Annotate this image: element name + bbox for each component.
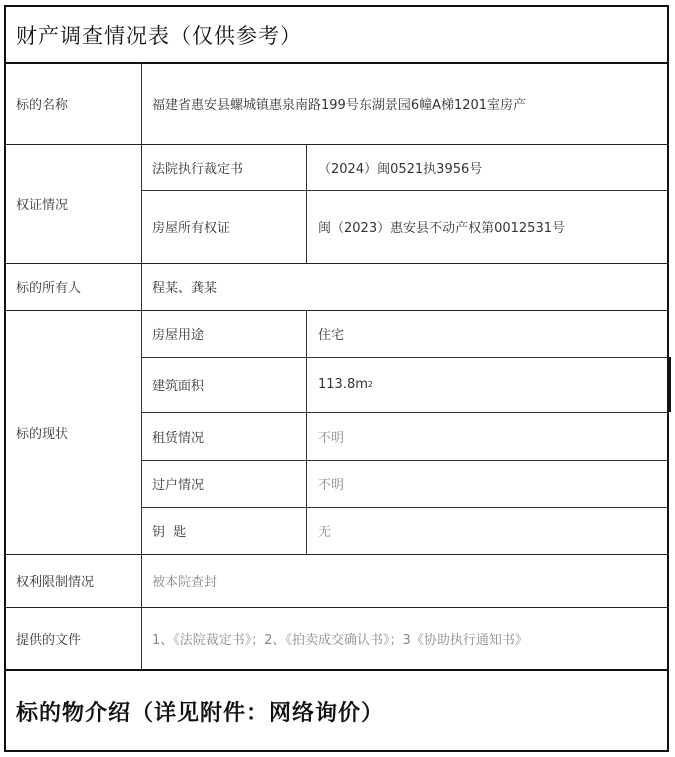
label-documents: 提供的文件 [16, 632, 82, 648]
value-usage: 住宅 [318, 328, 345, 343]
divider [142, 412, 667, 413]
value-floor-area [318, 357, 373, 412]
column-divider [306, 310, 307, 554]
label-status: 标的现状 [16, 426, 69, 442]
label-owner: 标的所有人 [16, 281, 82, 296]
table-title: 财产调查情况表（仅供参考） [16, 23, 302, 48]
label-keys: 钥 匙 [152, 525, 187, 540]
label-transfer: 过户情况 [152, 478, 205, 493]
value-restriction: 被本院查封 [152, 575, 218, 590]
value-subject-name: 福建省惠安县螺城镇惠泉南路199号东湖景园6幢A梯1201室房产 [152, 98, 527, 113]
value-owner: 程某、龚某 [152, 281, 218, 296]
value-lease: 不明 [318, 430, 345, 446]
label-rights: 权证情况 [16, 198, 69, 213]
label-subject-name: 标的名称 [16, 98, 69, 113]
section-heading-property-intro: 标的物介绍（详见附件：网络询价） [16, 700, 385, 726]
column-divider [669, 357, 671, 412]
divider [6, 263, 667, 264]
value-documents: 1、《法院裁定书》；2、《拍卖成交确认书》；3《协助执行通知书》 [152, 632, 528, 648]
label-court-ruling: 法院执行裁定书 [152, 161, 244, 177]
label-restriction: 权利限制情况 [16, 575, 95, 590]
divider [142, 357, 667, 358]
value-transfer: 不明 [318, 478, 345, 493]
label-lease: 租赁情况 [152, 430, 205, 446]
label-floor-area: 建筑面积 [152, 379, 205, 394]
label-usage: 房屋用途 [152, 328, 205, 343]
value-court-ruling: （2024）闽0521执3956号 [318, 161, 483, 177]
floor-area-unit-superscript: 2 [367, 380, 373, 389]
floor-area-number: 113.8m [318, 377, 368, 392]
divider [142, 507, 667, 508]
column-divider [141, 63, 142, 669]
value-ownership-cert: 闽（2023）惠安县不动产权第0012531号 [318, 221, 565, 236]
divider [142, 460, 667, 461]
column-divider [306, 144, 307, 263]
divider [6, 554, 667, 555]
label-ownership-cert: 房屋所有权证 [152, 221, 231, 236]
value-keys: 无 [318, 525, 332, 540]
property-survey-table [4, 5, 669, 752]
